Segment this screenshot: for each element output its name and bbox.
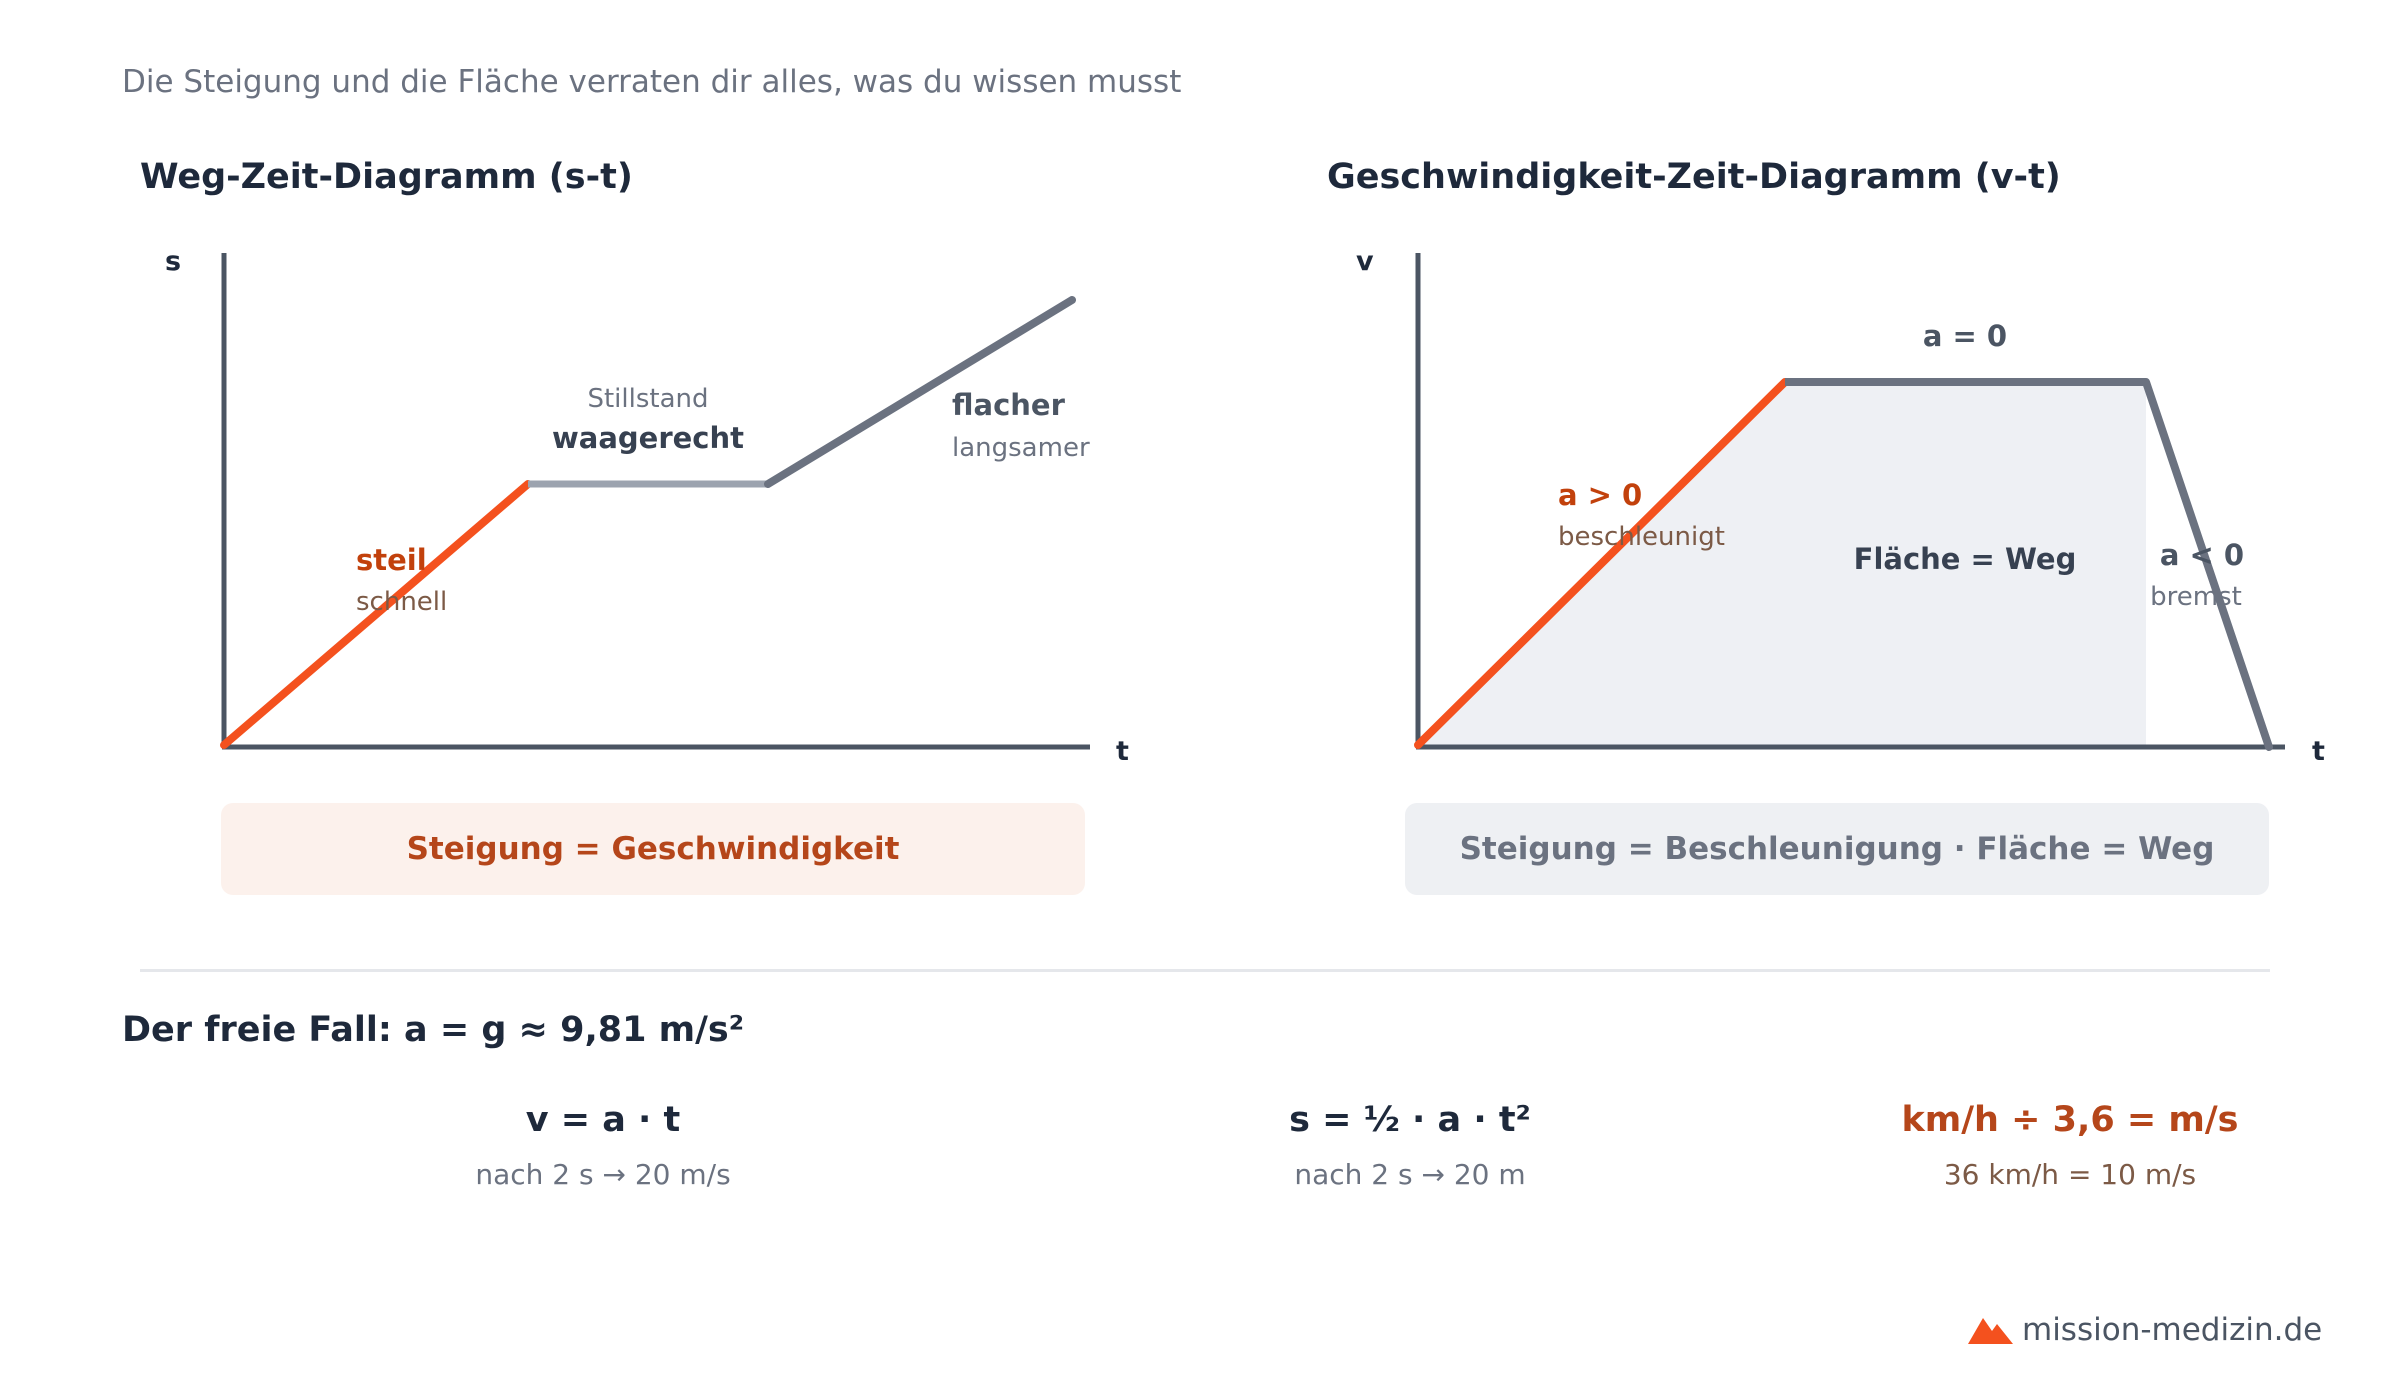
section-divider [140,969,2270,972]
vt-brake-sublabel: bremst [2150,582,2242,612]
st-flat-label: waagerecht [551,421,745,455]
vt-diagram-title: Geschwindigkeit-Zeit-Diagramm (v-t) [1327,157,2061,197]
free-fall-title: Der freie Fall: a = g ≈ 9,81 m/s² [122,1010,745,1050]
st-x-axis-label: t [1116,736,1129,767]
st-steep-sublabel: schnell [356,587,448,617]
brand-text: mission-medizin.de [2022,1312,2323,1348]
vt-y-axis-label: v [1356,246,1374,277]
vt-diagram [1356,246,2325,767]
st-slow-label: flacher [952,388,1065,422]
formula-distance-expression: s = ½ · a · t² [1289,1100,1531,1140]
vt-constant-label: a = 0 [1922,319,2008,353]
vt-accelerate-sublabel: beschleunigt [1558,522,1725,552]
vt-area-label: Fläche = Weg [1853,542,2077,576]
st-steep-label: steil [356,543,427,577]
mountain-logo-icon [1968,1315,2014,1345]
formula-velocity-example: nach 2 s → 20 m/s [475,1158,731,1191]
formula-distance [1150,1100,1670,1191]
formula-unit-conversion [1810,1100,2330,1191]
st-diagram-title: Weg-Zeit-Diagramm (s-t) [140,157,633,197]
st-flat-sublabel: Stillstand [587,384,709,414]
brand-footer[interactable] [1968,1312,2322,1348]
formula-velocity [343,1100,863,1191]
st-diagram [165,246,1129,767]
vt-brake-label: a < 0 [2159,538,2245,572]
page-subtitle: Die Steigung und die Fläche verraten dir alles, was du wissen musst [122,64,1182,100]
st-caption-box: Steigung = Geschwindigkeit [221,803,1085,895]
st-slow-sublabel: langsamer [952,433,1090,463]
formula-distance-example: nach 2 s → 20 m [1294,1158,1526,1191]
vt-x-axis-label: t [2312,736,2325,767]
formula-velocity-expression: v = a · t [525,1100,681,1140]
vt-caption-box: Steigung = Beschleunigung · Fläche = Weg [1405,803,2269,895]
vt-accelerate-label: a > 0 [1558,478,1643,512]
formula-conversion-expression: km/h ÷ 3,6 = m/s [1901,1100,2239,1140]
st-y-axis-label: s [165,246,182,277]
formula-conversion-example: 36 km/h = 10 m/s [1943,1158,2197,1191]
